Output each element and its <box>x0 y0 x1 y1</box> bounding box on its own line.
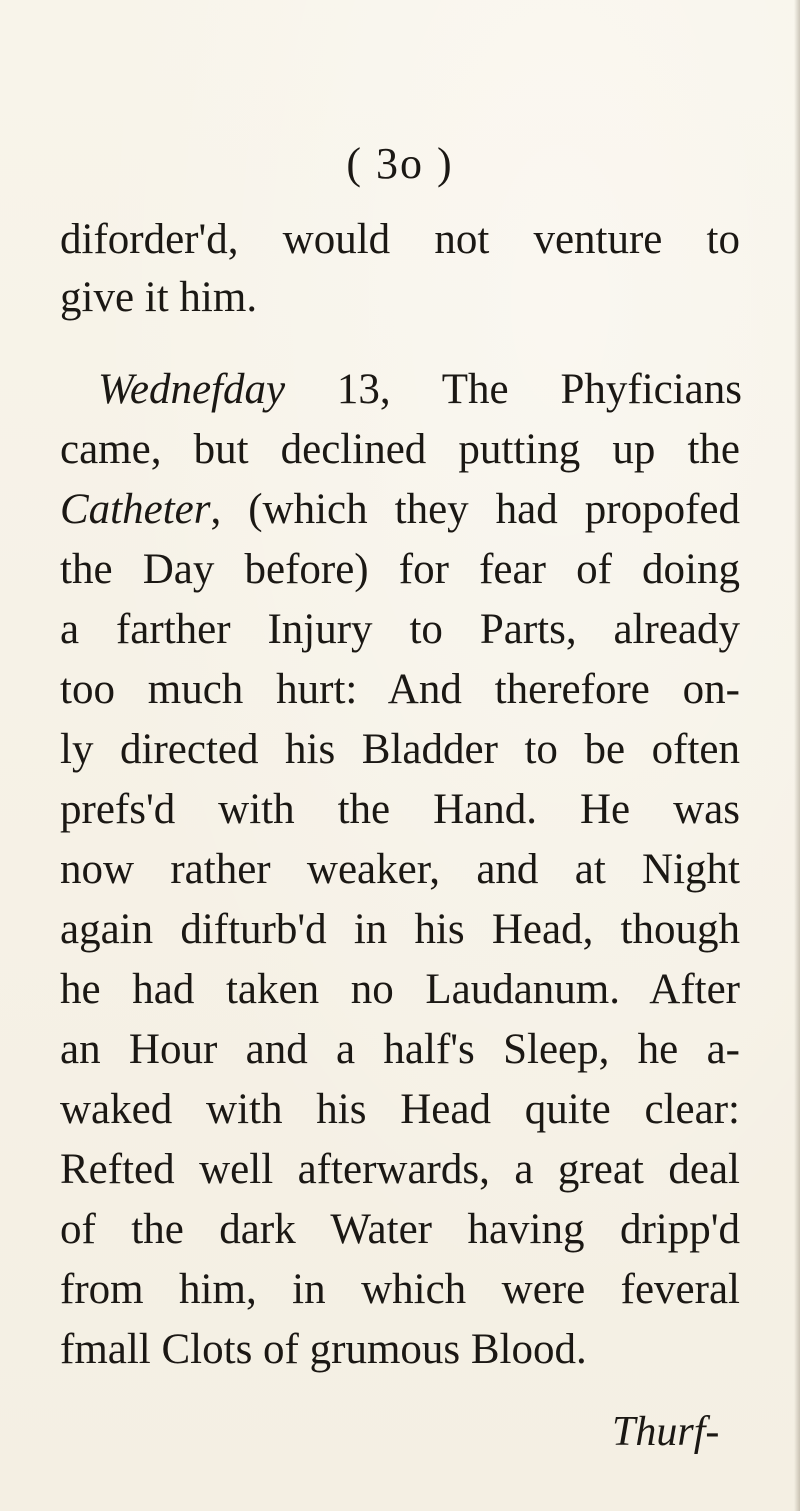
text-line-18: from him, in which were feveral <box>60 1266 740 1313</box>
text-line-13: he had taken no Laudanum. After <box>60 966 740 1013</box>
text-line-17: of the dark Water having dripp'd <box>60 1206 740 1253</box>
page-number-header: ( 3o ) <box>346 139 454 188</box>
text-line-10: prefs'd with the Hand. He was <box>60 786 740 833</box>
page-edge-shadow <box>794 0 800 1511</box>
catchword: Thurf- <box>612 1409 720 1455</box>
text-line-7: a farther Injury to Parts, already <box>60 606 740 653</box>
text-line-8: too much hurt: And therefore on- <box>60 666 740 713</box>
text-line-15: waked with his Head quite clear: <box>60 1086 740 1133</box>
text-line-4: came, but declined putting up the <box>60 426 740 473</box>
text-line-12: again difturb'd in his Head, though <box>60 906 740 953</box>
text-line-2: give it him. <box>60 274 258 321</box>
text-line-19: fmall Clots of grumous Blood. <box>60 1326 587 1373</box>
text-line-1: diforder'd, would not venture to <box>60 216 740 263</box>
text-line-14: an Hour and a half's Sleep, he a- <box>60 1026 740 1073</box>
text-line-3: Wednefday 13, The Phyficians <box>98 366 742 413</box>
text-line-6: the Day before) for fear of doing <box>60 546 740 593</box>
text-line-11: now rather weaker, and at Night <box>60 846 740 893</box>
text-line-5: Catheter, (which they had propofed <box>60 486 740 533</box>
text-line-9: ly directed his Bladder to be often <box>60 726 740 773</box>
text-line-16: Refted well afterwards, a great deal <box>60 1146 740 1193</box>
